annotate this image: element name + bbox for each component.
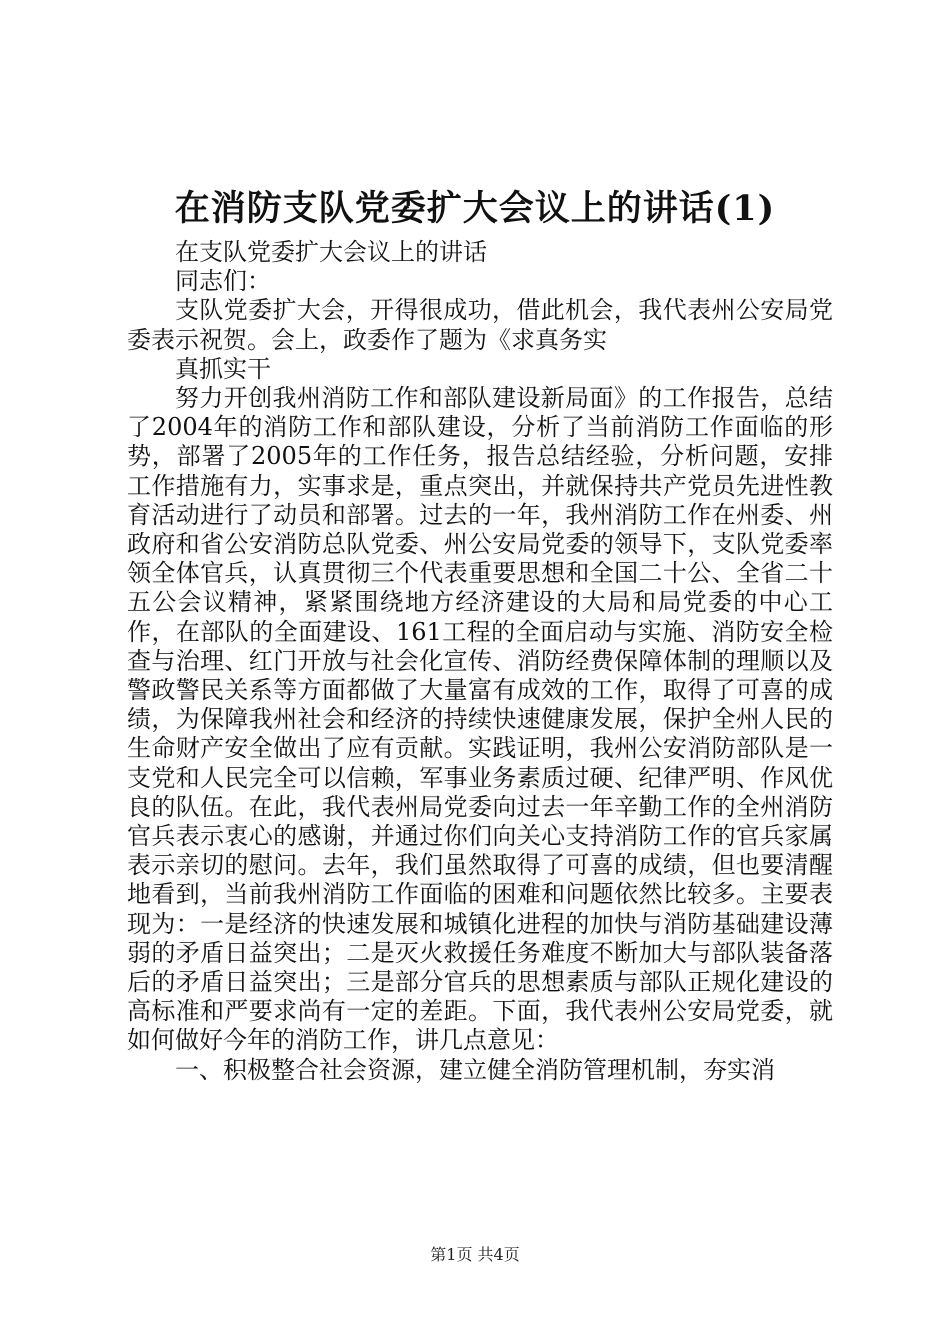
page-footer: 第1页 共4页 <box>430 1245 520 1264</box>
document-title: 在消防支队党委扩大会议上的讲话(1) <box>174 188 776 229</box>
paragraph-main: 努力开创我州消防工作和部队建设新局面》的工作报告，总结了2004年的消防工作和部队建设，分析了当前消防工作面临的形势，部署了2005年的工作任务，报告总结经验，分析问题，安排工作措施有力，实事求是，重点突出，并就保持共产党员先进性教育活动进行了动员和部署。过去的一年，我州消防工作在州委、州政府和省公安消防总队党委、州公安局党委的领导下，支队党委率领全体官兵，认真贯彻三个代表重要思想和全国二十公、全省二十五公会议精神，紧紧围绕地方经济建设的大局和局党委的中心工作，在部队的全面建设、161工程的全面启动与实施、消防安全检查与治理、红门开放与社会化宣传、消防经费保障体制的理顺以及警政警民关系等方面都做了大量富有成效的工作，取得了可喜的成绩，为保障我州社会和经济的持续快速健康发展，保护全州人民的生命财产安全做出了应有贡献。实践证明，我州公安消防部队是一支党和人民完全可以信赖，军事业务素质过硬、纪律严明、作风优良的队伍。在此，我代表州局党委向过去一年辛勤工作的全州消防官兵表示衷心的感谢，并通过你们向关心支持消防工作的官兵家属表示亲切的慰问。去年，我们虽然取得了可喜的成绩，但也要清醒地看到，当前我州消防工作面临的困难和问题依然比较多。主要表现为：一是经济的快速发展和城镇化进程的加快与消防基础建设薄弱的矛盾日益突出；二是灭火救援任务难度不断加大与部队装备落后的矛盾日益突出；三是部分官兵的思想素质与部队正规化建设的高标准和严要求尚有一定的差距。下面，我代表州公安局党委，就如何做好今年的消防工作，讲几点意见： <box>127 384 833 1055</box>
document-body <box>127 238 833 1085</box>
paragraph-opening: 支队党委扩大会，开得很成功，借此机会，我代表州公安局党委表示祝贺。会上，政委作了题为《求真务实 <box>127 296 833 354</box>
paragraph-salutation: 同志们： <box>175 267 271 296</box>
paragraph-section-one: 一、积极整合社会资源，建立健全消防管理机制，夯实消 <box>175 1055 775 1084</box>
paragraph-report-title-fragment: 真抓实干 <box>175 354 271 383</box>
paragraph-heading: 在支队党委扩大会议上的讲话 <box>175 238 487 266</box>
